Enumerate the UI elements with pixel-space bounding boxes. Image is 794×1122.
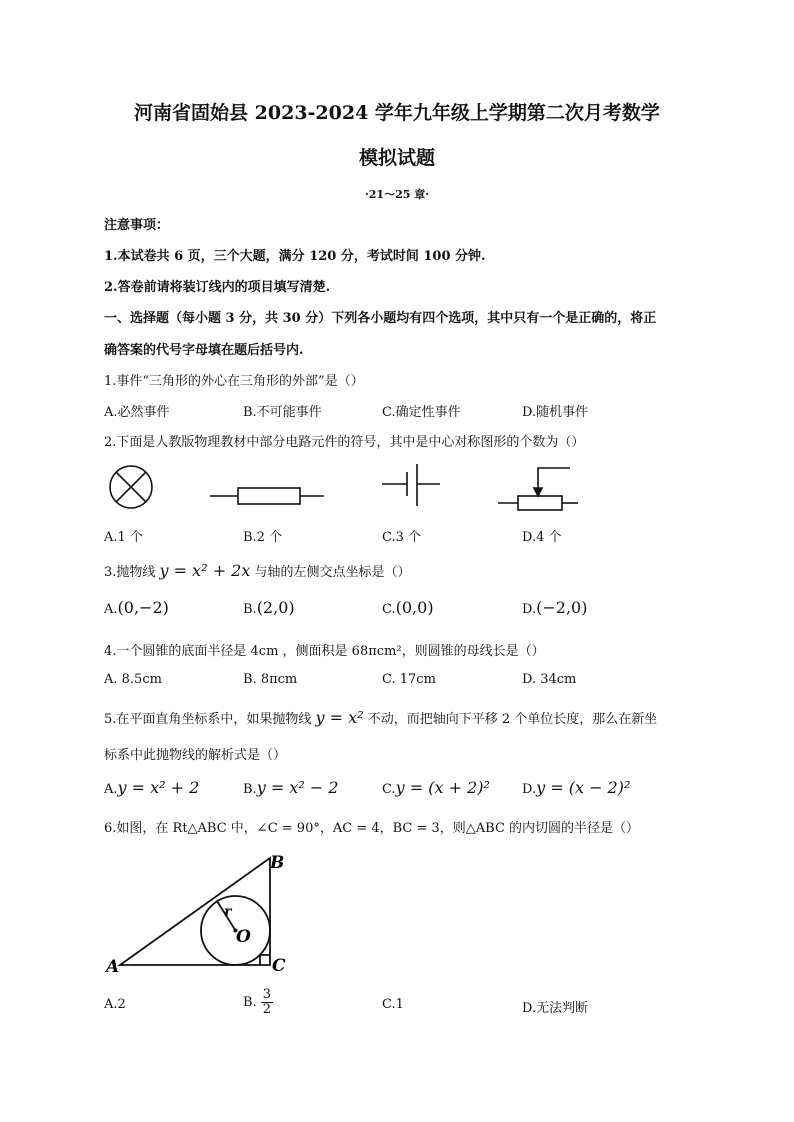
q3-option-d: D.(−2,0) bbox=[522, 598, 588, 617]
label-c: C bbox=[272, 956, 286, 976]
q3-stem-math: y = x² + 2x bbox=[159, 561, 251, 580]
resistor-symbol-icon bbox=[210, 488, 324, 504]
q2-option-c: C.3 个 bbox=[382, 530, 422, 545]
triangle-incircle-figure bbox=[100, 850, 300, 980]
lamp-symbol-icon bbox=[110, 466, 152, 508]
right-angle-mark bbox=[260, 955, 270, 965]
battery-symbol-icon bbox=[382, 464, 440, 506]
label-r: r bbox=[224, 904, 232, 920]
q5-option-b: B.y = x² − 2 bbox=[243, 778, 339, 797]
notice-heading: 注意事项： bbox=[104, 218, 170, 233]
q5-option-d: D.y = (x − 2)² bbox=[522, 778, 631, 797]
question-2-stem: 2.下面是人教版物理教材中部分电路元件的符号，其中是中心对称图形的个数为（） bbox=[104, 435, 585, 450]
question-4-stem: 4.一个圆锥的底面半径是 4cm ，侧面积是 68πcm²，则圆锥的母线长是（） bbox=[104, 644, 545, 659]
q6-option-c: C.1 bbox=[382, 997, 404, 1012]
q6-option-a: A.2 bbox=[104, 997, 126, 1012]
q5-stem-prefix: 5.在平面直角坐标系中，如果抛物线 bbox=[104, 712, 312, 727]
label-a: A bbox=[106, 957, 120, 977]
page-title: 河南省固始县 2023-2024 学年九年级上学期第二次月考数学 bbox=[134, 102, 660, 124]
q6-option-b: B. $\frac{3}{2}$ bbox=[243, 987, 271, 1017]
q1-option-d: D.随机事件 bbox=[522, 405, 589, 420]
rheostat-symbol-icon bbox=[498, 468, 578, 510]
question-5-stem-line2: 标系中此抛物线的解析式是（） bbox=[104, 748, 287, 763]
q4-option-d: D. 34cm bbox=[522, 672, 577, 687]
question-5-stem bbox=[104, 708, 657, 727]
question-1-stem: 1.事件“三角形的外心在三角形的外部”是（） bbox=[104, 374, 364, 389]
q1-option-b: B.不可能事件 bbox=[243, 405, 322, 420]
q3-option-a: A.(0,−2) bbox=[104, 598, 169, 617]
label-b: B bbox=[270, 853, 285, 873]
q2-option-a: A.1 个 bbox=[104, 530, 143, 545]
notice-item-1: 1.本试卷共 6 页，三个大题，满分 120 分，考试时间 100 分钟. bbox=[104, 249, 486, 264]
q5-option-c: C.y = (x + 2)² bbox=[382, 778, 490, 797]
notice-item-2: 2.答卷前请将装订线内的项目填写清楚. bbox=[104, 280, 331, 295]
page-subtitle: 模拟试题 bbox=[358, 147, 435, 169]
q5-stem-math: y = x² bbox=[315, 708, 364, 727]
section-heading-line2: 确答案的代号字母填在题后括号内. bbox=[104, 343, 304, 358]
q1-option-c: C.确定性事件 bbox=[382, 405, 461, 420]
q3-option-b: B.(2,0) bbox=[243, 598, 295, 617]
q3-option-c: C.(0,0) bbox=[382, 598, 434, 617]
q3-stem-suffix: 与轴的左侧交点坐标是（） bbox=[254, 565, 411, 580]
q2-option-d: D.4 个 bbox=[522, 530, 562, 545]
q6-option-d: D.无法判断 bbox=[522, 1001, 589, 1016]
q4-option-a: A. 8.5cm bbox=[104, 672, 162, 687]
question-6-stem: 6.如图，在 Rt△ABC 中，∠C = 90°，AC = 4，BC = 3，则△ABC 的内切圆的半径是（） bbox=[104, 821, 640, 836]
label-o: O bbox=[236, 927, 251, 947]
q4-option-c: C. 17cm bbox=[382, 672, 436, 687]
q2-option-b: B.2 个 bbox=[243, 530, 283, 545]
q3-stem-prefix: 3.抛物线 bbox=[104, 565, 156, 580]
q5-option-a: A.y = x² + 2 bbox=[104, 778, 200, 797]
chapter-range: ·21～25 章· bbox=[364, 188, 430, 201]
triangle-abc bbox=[120, 858, 270, 965]
q1-option-a: A.必然事件 bbox=[104, 405, 170, 420]
q4-option-b: B. 8πcm bbox=[243, 672, 298, 687]
circuit-symbols-figure bbox=[100, 460, 580, 520]
question-3-stem bbox=[104, 561, 411, 580]
q5-stem-suffix: 不动，而把轴向下平移 2 个单位长度，那么在新坐 bbox=[367, 712, 658, 727]
section-heading-line1: 一、选择题（每小题 3 分，共 30 分）下列各小题均有四个选项，其中只有一个是正确的，将正 bbox=[104, 311, 657, 326]
